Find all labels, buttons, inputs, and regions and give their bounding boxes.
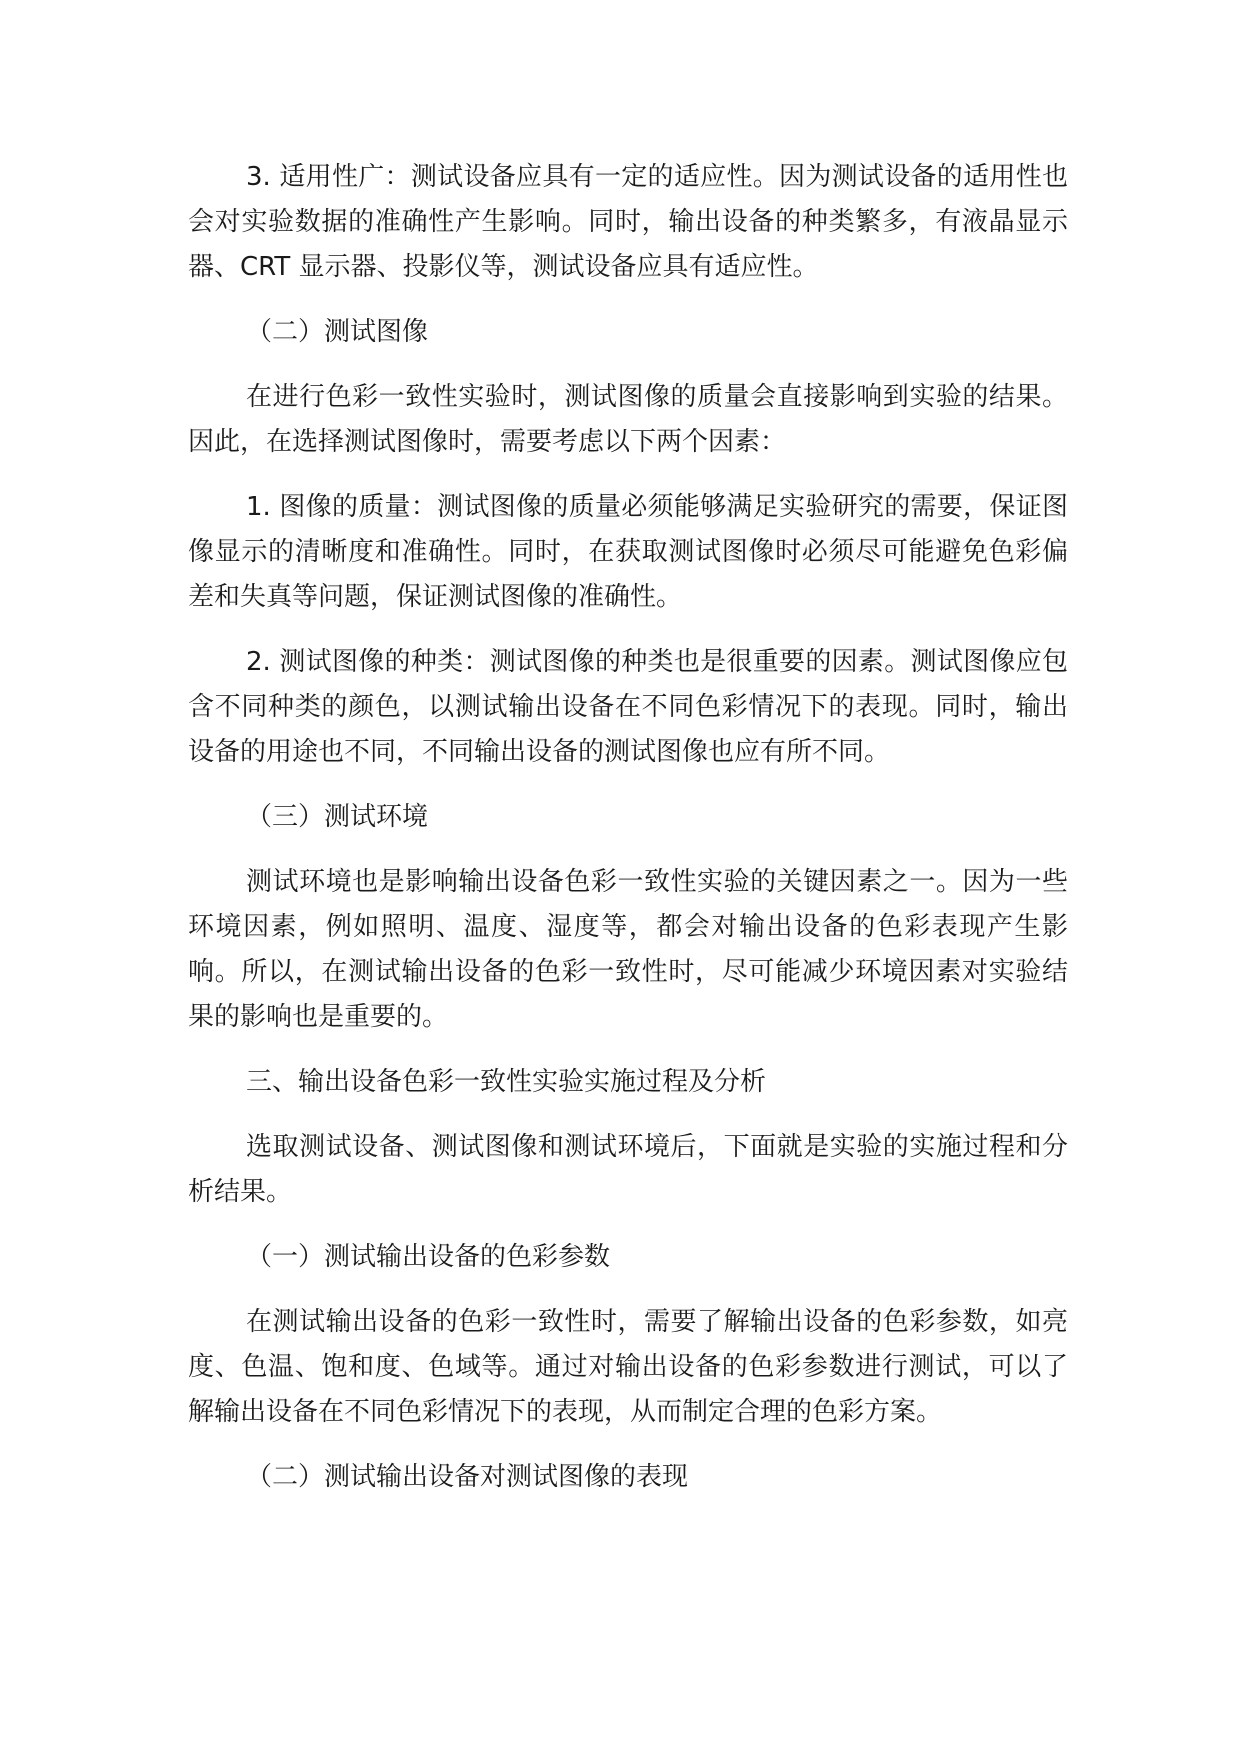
paragraph-color-parameters: 在测试输出设备的色彩一致性时，需要了解输出设备的色彩参数，如亮度、色温、饱和度、色域等。通过对输出设备的色彩参数进行测试，可以了解输出设备在不同色彩情况下的表现，从而制定合理的色彩方案。	[188, 1307, 1068, 1427]
section-heading-test-environment: （三）测试环境	[246, 802, 429, 832]
section-heading-image-performance: （二）测试输出设备对测试图像的表现	[246, 1462, 689, 1492]
document-body	[188, 155, 1068, 1500]
paragraph-image-types: 2. 测试图像的种类：测试图像的种类也是很重要的因素。测试图像应包含不同种类的颜色，以测试输出设备在不同色彩情况下的表现。同时，输出设备的用途也不同，不同输出设备的测试图像也应有所不同。	[188, 647, 1068, 767]
section-heading-experiment-process: 三、输出设备色彩一致性实验实施过程及分析	[246, 1067, 767, 1097]
paragraph-image-quality: 1. 图像的质量：测试图像的质量必须能够满足实验研究的需要，保证图像显示的清晰度和准确性。同时，在获取测试图像时必须尽可能避免色彩偏差和失真等问题，保证测试图像的准确性。	[188, 492, 1068, 612]
section-heading-color-parameters: （一）测试输出设备的色彩参数	[246, 1242, 611, 1272]
paragraph-process-intro: 选取测试设备、测试图像和测试环境后，下面就是实验的实施过程和分析结果。	[188, 1132, 1068, 1207]
paragraph-test-image-intro: 在进行色彩一致性实验时，测试图像的质量会直接影响到实验的结果。因此，在选择测试图像时，需要考虑以下两个因素：	[188, 382, 1068, 457]
section-heading-test-image: （二）测试图像	[246, 317, 429, 347]
paragraph-test-environment: 测试环境也是影响输出设备色彩一致性实验的关键因素之一。因为一些环境因素，例如照明、温度、湿度等，都会对输出设备的色彩表现产生影响。所以，在测试输出设备的色彩一致性时，尽可能减少环境因素对实验结果的影响也是重要的。	[188, 867, 1068, 1032]
paragraph-applicability: 3. 适用性广：测试设备应具有一定的适应性。因为测试设备的适用性也会对实验数据的准确性产生影响。同时，输出设备的种类繁多，有液晶显示器、CRT 显示器、投影仪等，测试设备应具有适应性。	[188, 162, 1068, 282]
